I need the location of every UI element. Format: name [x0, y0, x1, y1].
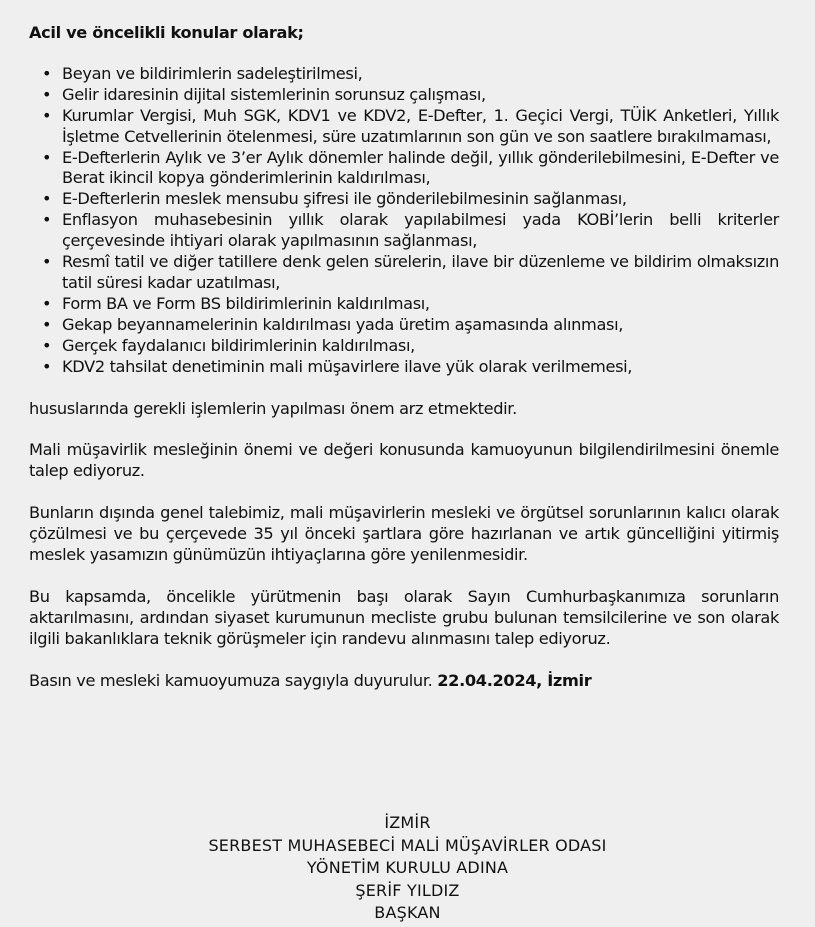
signature-organization: SERBEST MUHASEBECİ MALİ MÜŞAVİRLER ODASI — [208, 835, 607, 855]
signature-title: BAŞKAN — [374, 903, 441, 922]
list-item: • Beyan ve bildirimlerin sadeleştirilmesi, — [62, 64, 779, 85]
paragraph-matters: hususlarında gerekli işlemlerin yapılması önem arz etmektedir. — [29, 398, 517, 418]
list-item: • Enflasyon muhasebesinin yıllık olarak yapılabilmesi yada KOBİ’lerin belli kriterler çerçevesinde ihtiyari olarak yapılmasının sağlanması, — [62, 210, 779, 252]
list-item: • Gelir idaresinin dijital sistemlerinin sorunsuz çalışması, — [62, 85, 779, 106]
announcement-text: Basın ve mesleki kamuoyumuza saygıyla duyurulur. — [29, 670, 433, 690]
paragraph-appointment: Bu kapsamda, öncelikle yürütmenin başı olarak Sayın Cumhurbaşkanımıza sorunların aktarılmasını, ardından siyaset kurumunun mecliste grubu bulunan temsilcilerine ve son olarak ilgili bakanlıklara teknik görüşmeler için randevu alınmasını talep ediyoruz. — [29, 586, 779, 648]
paragraph-public-info: Mali müşavirlik mesleğinin önemi ve değeri konusunda kamuoyunun bilgilendirilmesini önemle talep ediyoruz. — [29, 440, 779, 481]
signature-block — [0, 812, 815, 925]
list-item: • E-Defterlerin Aylık ve 3’er Aylık dönemler halinde değil, yıllık gönderilebilmesini, E-Defter ve Berat ikincil kopya gönderimlerinin kaldırılması, — [62, 148, 779, 190]
list-item: • KDV2 tahsilat denetiminin mali müşavirlere ilave yük olarak verilmemesi, — [62, 357, 779, 378]
list-item: • Kurumlar Vergisi, Muh SGK, KDV1 ve KDV2, E-Defter, 1. Geçici Vergi, TÜİK Anketleri, Yıllık İşletme Cetvellerinin ötelenmesi, süre uzatımlarının son gün ve son saatlere bırakılmaması, — [62, 106, 779, 148]
list-item: • Gerçek faydalanıcı bildirimlerinin kaldırılması, — [62, 336, 779, 357]
list-item: • E-Defterlerin meslek mensubu şifresi ile gönderilebilmesinin sağlanması, — [62, 189, 779, 210]
heading: Acil ve öncelikli konular olarak; — [29, 23, 304, 42]
signature-name: ŞERİF YILDIZ — [355, 880, 460, 900]
signature-city: İZMİR — [384, 813, 431, 832]
list-item: • Resmî tatil ve diğer tatillere denk gelen sürelerin, ilave bir düzenleme ve bildirim olmaksızın tatil süresi kadar uzatılması, — [62, 252, 779, 294]
list-item: • Form BA ve Form BS bildirimlerinin kaldırılması, — [62, 294, 779, 315]
paragraph-general-demand: Bunların dışında genel talebimiz, mali müşavirlerin mesleki ve örgütsel sorunlarının kalıcı olarak çözülmesi ve bu çerçevede 35 yıl önceki şartlara göre hazırlanan ve artık güncelliğini yitirmiş meslek yasamızın günümüzün ihtiyaçlarına göre yenilenmesidir. — [29, 503, 779, 565]
signature-on-behalf: YÖNETİM KURULU ADINA — [306, 858, 509, 877]
document-body — [29, 23, 779, 692]
bullet-list — [29, 64, 779, 378]
date-place: 22.04.2024, İzmir — [437, 670, 592, 690]
list-item: • Gekap beyannamelerinin kaldırılması yada üretim aşamasında alınması, — [62, 315, 779, 336]
paragraph-announcement — [29, 671, 779, 692]
